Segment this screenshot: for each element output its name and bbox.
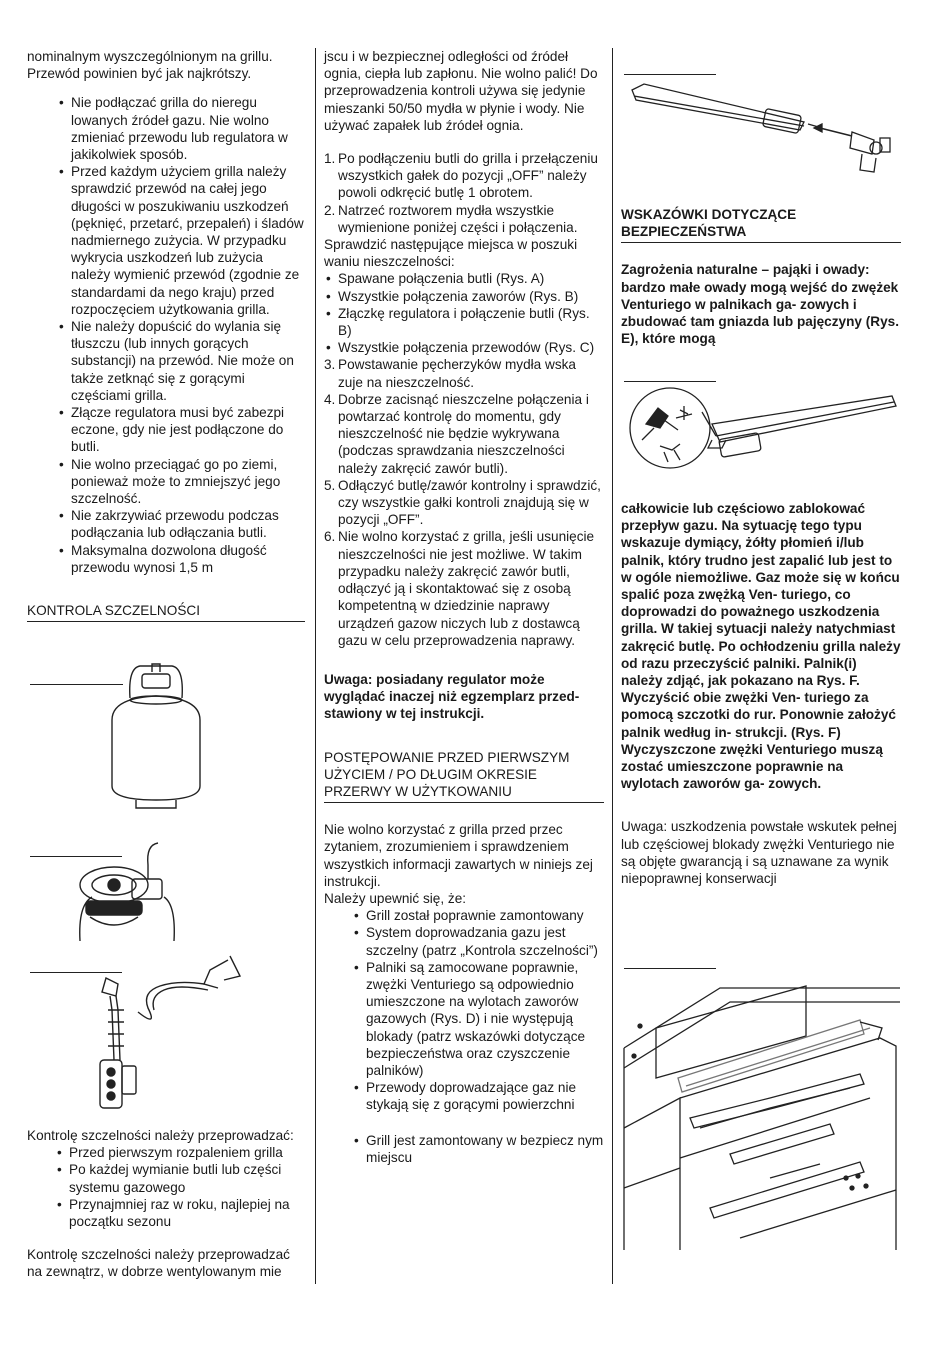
list-item: • Nie zakrzywiać przewodu podczas podłączania lub odłączania butli.	[57, 507, 305, 541]
column-divider-1	[315, 48, 316, 1284]
list-item: • Wszystkie połączenia przewodów (Rys. C)	[324, 339, 604, 356]
first-use-text: Nie wolno korzystać z grilla przed przec zytaniem, zrozumieniem i sprawdzeniem wszystkich informacji zawartych w niniejs zej instrukcji.	[324, 822, 593, 889]
list-item: • Spawane połączenia butli (Rys. A)	[324, 270, 604, 287]
hazard-intro: Zagrożenia naturalne – pająki i owady: bardzo małe owady mogą wejść do zwężek Venturiego w palnikach ga- zowych i zbudować tam gniazda lub pajęczyny (Rys. E), które mogą	[621, 262, 899, 347]
list-item: 2. Natrzeć roztworem mydła wszystkie wymienione poniżej części i połączenia.	[324, 202, 578, 235]
column-left	[27, 48, 305, 622]
list-item: • Przed każdym użyciem grilla należy sprawdzić przewód na całej jego długości w poszukiwaniu uszkodzeń (pęknięć, przetarć, przepaleń) i śladów nadmiernego zużycia. W przypadku wykrycia uszkodzeń lub zużycia należy wymienić przewód (zgodnie ze standardami da nego kraju) przed rozpoczęciem użytkowania grilla.	[57, 163, 305, 318]
list-item: • Po każdej wymianie butli lub części systemu gazowego	[55, 1161, 305, 1195]
check-points-intro: Sprawdzić następujące miejsca w poszuki waniu nieszczelności:	[324, 237, 578, 270]
safety-heading: WSKAZÓWKI DOTYCZĄCE BEZPIECZEŃSTWA	[621, 206, 901, 243]
leak-check-when-list	[55, 1144, 305, 1230]
insects-venturi-figure	[624, 384, 900, 484]
warranty-note: Uwaga: uszkodzenia powstałe wskutek pełnej lub częściowej blokady zwężki Venturiego nie są objęte gwarancją i są uznawane za wynik niepoprawnej konserwacji	[621, 819, 897, 887]
first-use-heading: POSTĘPOWANIE PRZED PIERWSZYM UŻYCIEM / PO DŁUGIM OKRESIE PRZERWY W UŻYTKOWANIU	[324, 749, 604, 804]
leak-check-outdoor: Kontrolę szczelności należy przeprowadzać na zewnątrz, w dobrze wentylowanym mie	[27, 1247, 290, 1280]
ensure-list	[352, 907, 604, 1166]
hose-connections-figure	[78, 950, 253, 1112]
list-item: • Grill został poprawnie zamontowany	[352, 907, 604, 924]
list-item: • Palniki są zamocowane poprawnie, zwężki Venturiego są odpowiednio umieszczone na wylotach zaworów gazowych (Rys. D) i nie występują blokady (patrz wskazówki dotyczące bezpieczeństwa oraz czyszczenie palników)	[352, 959, 604, 1079]
leak-check-block	[27, 1127, 305, 1281]
list-item: • Nie należy dopuścić do wylania się tłuszczu (lub innych gorących substancji) na przewód. Nie może on także zetknąć się z gorącymi częściami grilla.	[57, 318, 305, 404]
list-item: • Nie podłączać grilla do nieregu lowanych źródeł gazu. Nie wolno zmieniać przewodu lub regulatora w jakikolwiek sposób.	[57, 94, 305, 163]
column-divider-2	[612, 48, 613, 1284]
list-item: 5. Odłączyć butlę/zawór kontrolny i sprawdzić, czy wszystkie gałki kontroli znajdują się w pozycji „OFF”.	[324, 477, 601, 528]
list-item: • Przewody doprowadzające gaz nie stykają się z gorącymi powierzchni	[352, 1079, 604, 1113]
hose-rules-list	[57, 94, 305, 576]
gas-cylinder-figure	[100, 660, 210, 810]
burner-valve-figure	[624, 78, 894, 178]
leak-check-intro: Kontrolę szczelności należy przeprowadzać:	[27, 1128, 294, 1143]
hose-length-text: nominalnym wyszczególnionym na grillu. Przewód powinien być jak najkrótszy.	[27, 49, 273, 82]
regulator-figure	[72, 835, 182, 945]
list-item: • Złączkę regulatora i połączenie butli (Rys. B)	[324, 305, 604, 339]
list-item: • Wszystkie połączenia zaworów (Rys. B)	[324, 288, 604, 305]
figure-f-label-line	[624, 968, 716, 969]
list-item: 3. Powstawanie pęcherzyków mydła wska zuje na nieszczelność.	[324, 357, 576, 390]
list-item: • Nie wolno przeciągać go po ziemi, ponieważ może to zmniejszyć jego szczelność.	[57, 456, 305, 508]
leak-check-conditions: jscu i w bezpiecznej odległości od źródeł ognia, ciepła lub zapłonu. Nie wolno palić! Do przeprowadzenia kontroli używa się jedynie mieszanki 50/50 mydła w płynie i wody. Nie używać zapałek lub źródeł ognia.	[324, 49, 598, 133]
figure-d-label-line	[624, 74, 716, 75]
ensure-intro: Należy upewnić się, że:	[324, 890, 467, 906]
regulator-note: Uwaga: posiadany regulator może wyglądać inaczej niż egzemplarz przed- stawiony w tej instrukcji.	[324, 671, 580, 722]
hazard-continuation: całkowicie lub częściowo zablokować przepływ gazu. Na sytuację tego typu wskazuje dymiący, żółty płomień i/lub palnik, który trudno jest zapalić lub jest to w ogóle niemożliwe. Gaz może się w końcu spalić poza zwężką Ven- turiego, co doprowadzi do poważnego uszkodzenia grilla. W takiej sytuacji należy natychmiast zakręcić butlę. Po ochłodzeniu grilla należy od razu przeczyścić palniki. Palnik(i) należy zdjąć, jak pokazano na Rys. F. Wyczyścić obie zwężki Ven- turiego za pomocą szczotki do rur. Ponownie założyć palnik według in- strukcji. (Rys. F) Wyczyszczone zwężki Venturiego muszą zostać umieszczone poprawnie na wylotach zaworów ga- zowych.	[621, 501, 901, 792]
list-item: • System doprowadzania gazu jest szczelny (patrz „Kontrola szczelności”)	[352, 924, 604, 958]
list-item: • Maksymalna dozwolona długość przewodu wynosi 1,5 m	[57, 542, 305, 576]
leak-steps-list-b	[324, 356, 604, 648]
figure-e-label-line	[624, 381, 716, 382]
list-item: • Przed pierwszym rozpaleniem grilla	[55, 1144, 305, 1161]
list-item: 6. Nie wolno korzystać z grilla, jeśli usunięcie nieszczelności nie jest możliwe. W takim przypadku należy zakręcić zawór butli, odłączyć ją i skontaktować się z osobą kompetentną w dziedzinie naprawy urządzeń gazow niczych lub z dostawcą gazu w celu przeprowadzenia naprawy.	[324, 529, 595, 648]
check-points-list	[324, 270, 604, 356]
list-item: 4. Dobrze zacisnąć nieszczelne połączenia i powtarzać kontrolę do momentu, gdy nieszczelność nie będzie wykrywana (podczas sprawdzania nieszczelności należy zakręcić zawór butli).	[324, 391, 589, 476]
list-item: • Przynajmniej raz w roku, najlepiej na początku sezonu	[55, 1196, 305, 1230]
leak-steps-list-a	[324, 150, 604, 236]
column-right	[621, 206, 901, 347]
hazard-block	[621, 500, 901, 887]
column-middle	[324, 48, 604, 1166]
list-item: • Złącze regulatora musi być zabezpi eczone, gdy nie jest podłączone do butli.	[57, 404, 305, 456]
list-item: 1. Po podłączeniu butli do grilla i przełączeniu wszystkich gałek do pozycji „OFF” należy powoli odkręcić butlę 1 obrotem.	[324, 151, 598, 201]
leak-check-heading: KONTROLA SZCZELNOŚCI	[27, 602, 305, 622]
burner-removal-figure	[620, 978, 902, 1250]
list-item: • Grill jest zamontowany w bezpiecz nym miejscu	[352, 1132, 604, 1166]
